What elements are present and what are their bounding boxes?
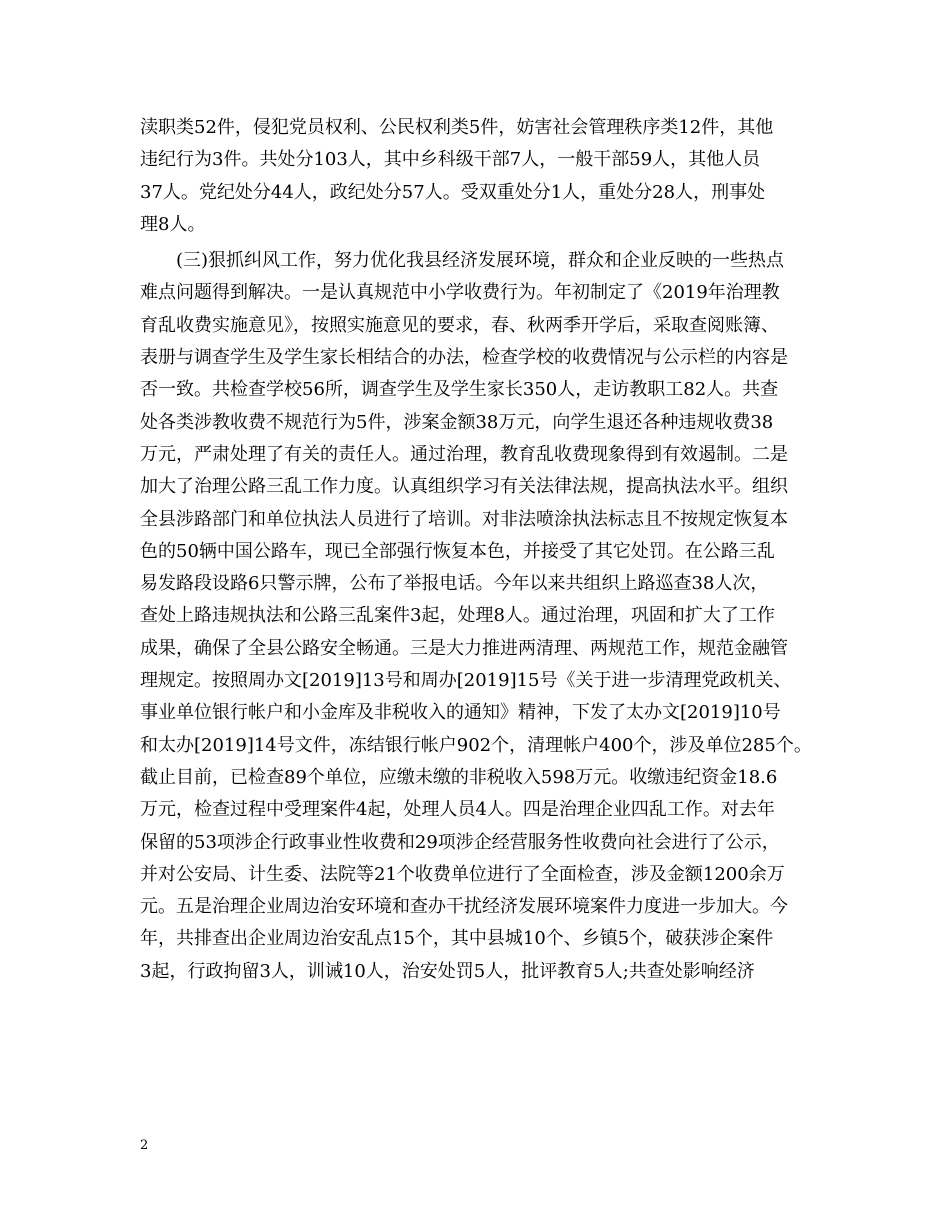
text-line: 万元，严肃处理了有关的责任人。通过治理，教育乱收费现象得到有效遏制。二是 xyxy=(140,443,788,465)
text-line: 事业单位银行帐户和小金库及非税收入的通知》精神，下发了太办文[2019]10号 xyxy=(140,702,781,724)
text-line: 色的50辆中国公路车，现已全部强行恢复本色，并接受了其它处罚。在公路三乱 xyxy=(140,540,775,562)
text-line: 渎职类52件，侵犯党员权利、公民权利类5件，妨害社会管理秩序类12件，其他 xyxy=(140,117,774,138)
text-line: 加大了治理公路三乱工作力度。认真组织学习有关法律法规，提高执法水平。组织 xyxy=(140,476,788,498)
text-line: 否一致。共检查学校56所，调查学生及学生家长350人，走访教职工82人。共查 xyxy=(140,379,779,401)
text-line: 查处上路违规执法和公路三乱案件3起，处理8人。通过治理，巩固和扩大了工作 xyxy=(140,605,775,627)
text-line: 截止目前，已检查89个单位，应缴未缴的非税收入598万元。收缴违纪资金18.6 xyxy=(140,766,778,788)
text-line: 3起，行政拘留3人，训诫10人，治安处罚5人，批评教育5人;共查处影响经济 xyxy=(140,960,755,982)
text-line: 难点问题得到解决。一是认真规范中小学收费行为。年初制定了《2019年治理教 xyxy=(140,282,780,304)
text-line: 并对公安局、计生委、法院等21个收费单位进行了全面检查，涉及金额1200余万 xyxy=(140,863,785,885)
text-line: 和太办[2019]14号文件，冻结银行帐户902个，清理帐户400个，涉及单位285个。 xyxy=(140,734,812,756)
page-number: 2 xyxy=(140,1138,149,1153)
text-line: 理规定。按照周办文[2019]13号和周办[2019]15号《关于进一步清理党政机关、 xyxy=(140,670,792,692)
text-line: 成果，确保了全县公路安全畅通。三是大力推进两清理、两规范工作，规范金融管 xyxy=(140,637,788,659)
text-line: 违纪行为3件。共处分103人，其中乡科级干部7人，一般干部59人，其他人员 xyxy=(140,149,761,171)
text-line: 年，共排查出企业周边治安乱点15个，其中县城10个、乡镇5个，破获涉企案件 xyxy=(140,928,774,950)
text-line: 37人。党纪处分44人，政纪处分57人。受双重处分1人，重处分28人，刑事处 xyxy=(140,181,766,203)
text-line: 处各类涉教收费不规范行为5件，涉案金额38万元，向学生退还各种违规收费38 xyxy=(140,411,774,433)
text-line: 万元，检查过程中受理案件4起，处理人员4人。四是治理企业四乱工作。对去年 xyxy=(140,799,775,821)
text-line: 保留的53项涉企行政事业性收费和29项涉企经营服务性收费向社会进行了公示， xyxy=(140,831,780,853)
paragraph-2 xyxy=(140,245,820,988)
text-line: (三)狠抓纠风工作，努力优化我县经济发展环境，群众和企业反映的一些热点 xyxy=(176,250,785,272)
text-line: 易发路段设路6只警示牌，公布了举报电话。今年以来共组织上路巡查38人次， xyxy=(140,573,769,595)
text-line: 理8人。 xyxy=(140,213,206,235)
text-line: 育乱收费实施意见》，按照实施意见的要求，春、秋两季开学后，采取查阅账簿、 xyxy=(140,314,779,336)
text-line: 表册与调查学生及学生家长相结合的办法，检查学校的收费情况与公示栏的内容是 xyxy=(140,347,788,369)
text-line: 元。五是治理企业周边治安环境和查办干扰经济发展环境案件力度进一步加大。今 xyxy=(140,896,788,918)
paragraph-1 xyxy=(140,112,820,241)
body-text xyxy=(140,112,820,988)
text-line: 全县涉路部门和单位执法人员进行了培训。对非法喷涂执法标志且不按规定恢复本 xyxy=(140,508,788,530)
